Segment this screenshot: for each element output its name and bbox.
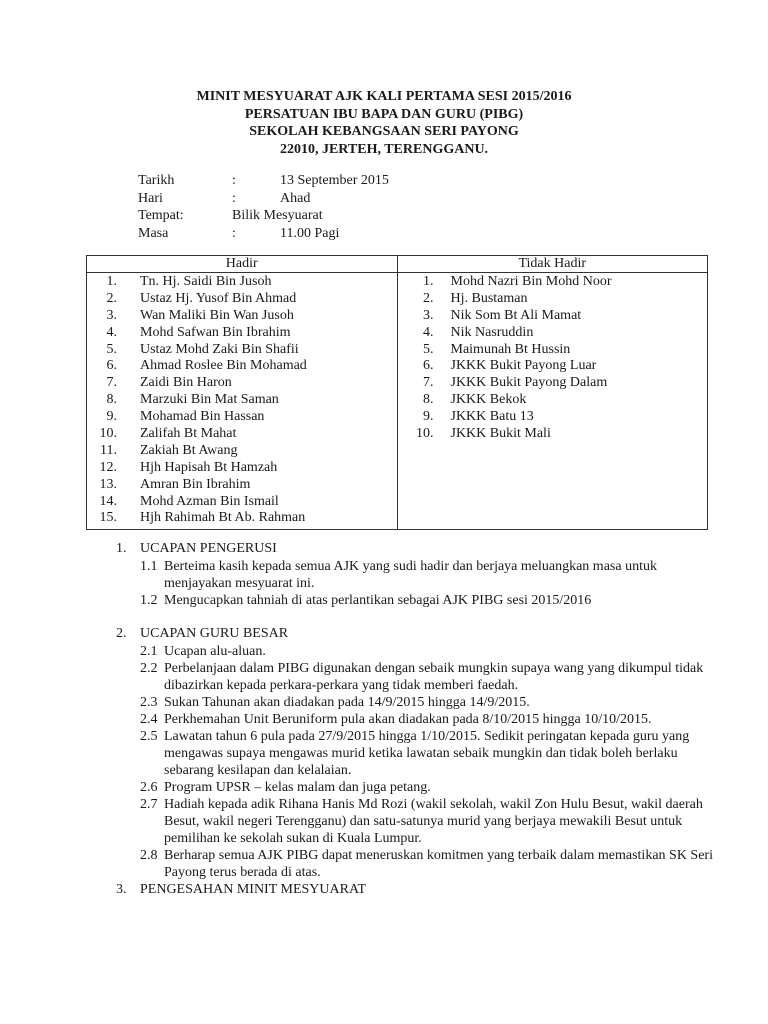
- attendee-number: 14.: [99, 493, 117, 509]
- attendee-row: [87, 426, 397, 443]
- attendee-number: 8.: [106, 392, 117, 408]
- section-title: UCAPAN PENGERUSI: [140, 541, 277, 556]
- agenda-section-1: [116, 540, 716, 609]
- attendee-number: 2.: [423, 290, 434, 306]
- date-value: 13 September 2015: [280, 173, 389, 188]
- agenda-item-text: Hadiah kepada adik Rihana Hanis Md Rozi (wakil sekolah, wakil Zon Hulu Besut, wakil daerah Besut, wakil negeri Terengganu) dan satu-satunya murid yang berjaya mewakili Besut untuk pemilihan ke sekolah sukan di Kuala Lumpur.: [164, 796, 703, 846]
- agenda-item: [140, 779, 716, 796]
- attendee-row: [398, 426, 708, 443]
- agenda-item-number: 2.7: [140, 796, 158, 812]
- attendee-name: JKKK Bekok: [450, 392, 527, 408]
- attendee-row: [87, 308, 397, 325]
- section-items: [116, 643, 716, 881]
- attendee-row: [398, 358, 708, 375]
- attendance-table: [86, 255, 708, 530]
- attendee-number: 5.: [106, 341, 117, 357]
- attendee-number: 10.: [416, 426, 434, 442]
- date-colon: :: [232, 173, 236, 188]
- attendee-row: [87, 375, 397, 392]
- agenda-item: [140, 592, 716, 609]
- attendee-name: Amran Bin Ibrahim: [140, 476, 251, 492]
- attendee-name: JKKK Bukit Payong Luar: [450, 358, 597, 374]
- agenda-item-text: Sukan Tahunan akan diadakan pada 14/9/2015 hingga 14/9/2015.: [164, 694, 530, 710]
- attendee-number: 12.: [99, 459, 117, 475]
- attendee-number: 11.: [100, 442, 117, 458]
- agenda-item-number: 2.1: [140, 643, 158, 659]
- place-label: Tempat:: [138, 208, 184, 223]
- attendee-row: [87, 325, 397, 342]
- agenda-item-number: 2.3: [140, 694, 158, 710]
- attendee-name: Wan Maliki Bin Wan Jusoh: [140, 307, 294, 323]
- present-column-header: Hadir: [87, 256, 398, 273]
- attendee-name: Marzuki Bin Mat Saman: [140, 392, 279, 408]
- section-title: PENGESAHAN MINIT MESYUARAT: [140, 881, 367, 897]
- section-title: UCAPAN GURU BESAR: [140, 626, 289, 641]
- attendee-row: [398, 308, 708, 325]
- agenda-item: [140, 643, 716, 660]
- date-label: Tarikh: [138, 173, 175, 188]
- attendee-row: [87, 443, 397, 460]
- attendee-row: [398, 342, 708, 359]
- attendee-number: 9.: [423, 409, 434, 425]
- agenda-item: [140, 660, 716, 694]
- agenda-item-number: 2.2: [140, 660, 158, 676]
- attendee-name: Zalifah Bt Mahat: [140, 426, 237, 442]
- attendee-name: Tn. Hj. Saidi Bin Jusoh: [140, 274, 272, 289]
- attendee-number: 7.: [106, 375, 117, 391]
- attendee-row: [87, 392, 397, 409]
- agenda-item-number: 2.4: [140, 711, 158, 727]
- agenda-item: [140, 728, 716, 779]
- agenda-item-text: Berharap semua AJK PIBG dapat meneruskan komitmen yang terbaik dalam memastikan SK Seri Payong terus berada di atas.: [164, 847, 713, 880]
- attendee-name: Ustaz Mohd Zaki Bin Shafii: [140, 341, 299, 357]
- agenda-item-number: 1.2: [140, 592, 158, 608]
- attendee-name: Nik Nasruddin: [450, 324, 534, 340]
- time-label: Masa: [138, 225, 169, 241]
- attendee-number: 6.: [423, 358, 434, 374]
- attendee-row: [87, 510, 397, 527]
- header-title-line: MINIT MESYUARAT AJK KALI PERTAMA SESI 2015/2016: [196, 89, 572, 104]
- attendee-row: [87, 274, 397, 291]
- attendee-name: Hjh Rahimah Bt Ab. Rahman: [140, 510, 306, 526]
- attendee-name: Mohd Safwan Bin Ibrahim: [140, 324, 291, 340]
- agenda-item: [140, 796, 716, 847]
- agenda-item-number: 1.1: [140, 558, 158, 574]
- attendee-number: 3.: [106, 307, 117, 323]
- meta-row-date: [138, 172, 538, 190]
- day-value: Ahad: [280, 190, 311, 206]
- attendee-number: 9.: [106, 409, 117, 425]
- agenda-section-2: [116, 625, 716, 898]
- attendee-row: [87, 291, 397, 308]
- place-value: Bilik Mesyuarat: [232, 208, 323, 223]
- section-heading: [116, 540, 716, 558]
- attendee-row: [398, 409, 708, 426]
- meeting-details: [138, 172, 538, 242]
- agenda-item: [140, 847, 716, 881]
- attendee-name: Zakiah Bt Awang: [140, 442, 238, 458]
- attendee-name: JKKK Bukit Mali: [450, 426, 551, 442]
- time-colon: :: [232, 225, 236, 241]
- agenda-item-number: 2.6: [140, 779, 158, 795]
- absent-list: [397, 273, 708, 530]
- attendee-row: [398, 392, 708, 409]
- section-heading: [116, 625, 716, 643]
- attendee-number: 3.: [423, 307, 434, 323]
- attendee-name: JKKK Bukit Payong Dalam: [450, 375, 608, 391]
- attendee-name: JKKK Batu 13: [450, 409, 534, 425]
- meta-row-day: [138, 190, 538, 208]
- attendee-row: [87, 342, 397, 359]
- attendee-number: 1.: [423, 274, 434, 289]
- time-value: 11.00 Pagi: [280, 225, 340, 241]
- attendee-number: 4.: [106, 324, 117, 340]
- header-address-line: 22010, JERTEH, TERENGGANU.: [279, 141, 489, 157]
- attendee-number: 4.: [423, 324, 434, 340]
- attendee-number: 7.: [423, 375, 434, 391]
- section-number: 2.: [116, 626, 127, 641]
- agenda-item-text: Berteima kasih kepada semua AJK yang sudi hadir dan berjaya meluangkan masa untuk menjayakan mesyuarat ini.: [164, 558, 657, 591]
- attendee-number: 1.: [106, 274, 117, 289]
- agenda-item: [140, 558, 716, 592]
- document-header: [0, 88, 768, 158]
- attendee-number: 5.: [423, 341, 434, 357]
- attendee-row: [87, 477, 397, 494]
- attendee-row: [87, 460, 397, 477]
- attendee-row: [87, 358, 397, 375]
- meta-row-time: [138, 225, 538, 243]
- agenda-item: [140, 694, 716, 711]
- meta-row-place: [138, 207, 538, 225]
- attendee-name: Mohd Azman Bin Ismail: [140, 493, 279, 509]
- attendee-name: Ustaz Hj. Yusof Bin Ahmad: [140, 290, 297, 306]
- attendee-name: Zaidi Bin Haron: [140, 375, 232, 391]
- header-organization-line: PERSATUAN IBU BAPA DAN GURU (PIBG): [244, 106, 524, 122]
- attendee-row: [398, 291, 708, 308]
- present-list: [87, 273, 398, 530]
- attendee-row: [398, 375, 708, 392]
- agenda-item-text: Perbelanjaan dalam PIBG digunakan dengan sebaik mungkin supaya wang yang dikumpul tidak dibazirkan kepada perkara-perkara yang tidak memberi faedah.: [164, 660, 704, 693]
- day-colon: :: [232, 190, 236, 206]
- attendee-name: Nik Som Bt Ali Mamat: [450, 307, 582, 323]
- section-items: [116, 558, 716, 609]
- agenda-item-text: Lawatan tahun 6 pula pada 27/9/2015 hingga 1/10/2015. Sedikit peringatan kepada guru yang mengawas supaya mengawas murid ketika lawatan sebaik mungkin dan tidak boleh berlaku sebarang kesilapan dan kelalaian.: [164, 728, 690, 778]
- attendee-row: [87, 494, 397, 511]
- agenda-item-text: Ucapan alu-aluan.: [164, 643, 266, 659]
- attendee-number: 2.: [106, 290, 117, 306]
- attendee-number: 15.: [99, 510, 117, 526]
- section-number: 3.: [116, 881, 127, 897]
- attendee-number: 10.: [99, 426, 117, 442]
- attendee-name: Mohamad Bin Hassan: [140, 409, 265, 425]
- agenda-item-text: Mengucapkan tahniah di atas perlantikan sebagai AJK PIBG sesi 2015/2016: [164, 592, 592, 608]
- attendee-number: 13.: [99, 476, 117, 492]
- attendee-number: 6.: [106, 358, 117, 374]
- section-number: 1.: [116, 541, 127, 556]
- attendee-name: Ahmad Roslee Bin Mohamad: [140, 358, 307, 374]
- day-label: Hari: [138, 190, 163, 206]
- agenda-item-text: Program UPSR – kelas malam dan juga petang.: [164, 779, 431, 795]
- agenda-item-number: 2.8: [140, 847, 158, 863]
- attendee-name: Mohd Nazri Bin Mohd Noor: [450, 274, 612, 289]
- attendee-row: [87, 409, 397, 426]
- agenda-item-number: 2.5: [140, 728, 158, 744]
- section-heading-3: [116, 881, 716, 899]
- attendee-row: [398, 274, 708, 291]
- absent-column-header: Tidak Hadir: [397, 256, 708, 273]
- attendee-number: 8.: [423, 392, 434, 408]
- agenda-item: [140, 711, 716, 728]
- attendee-name: Hj. Bustaman: [450, 290, 528, 306]
- attendee-name: Hjh Hapisah Bt Hamzah: [140, 459, 278, 475]
- agenda-item-text: Perkhemahan Unit Beruniform pula akan diadakan pada 8/10/2015 hingga 10/10/2015.: [164, 711, 652, 727]
- attendee-name: Maimunah Bt Hussin: [450, 341, 571, 357]
- header-school-line: SEKOLAH KEBANGSAAN SERI PAYONG: [249, 124, 519, 139]
- attendee-row: [398, 325, 708, 342]
